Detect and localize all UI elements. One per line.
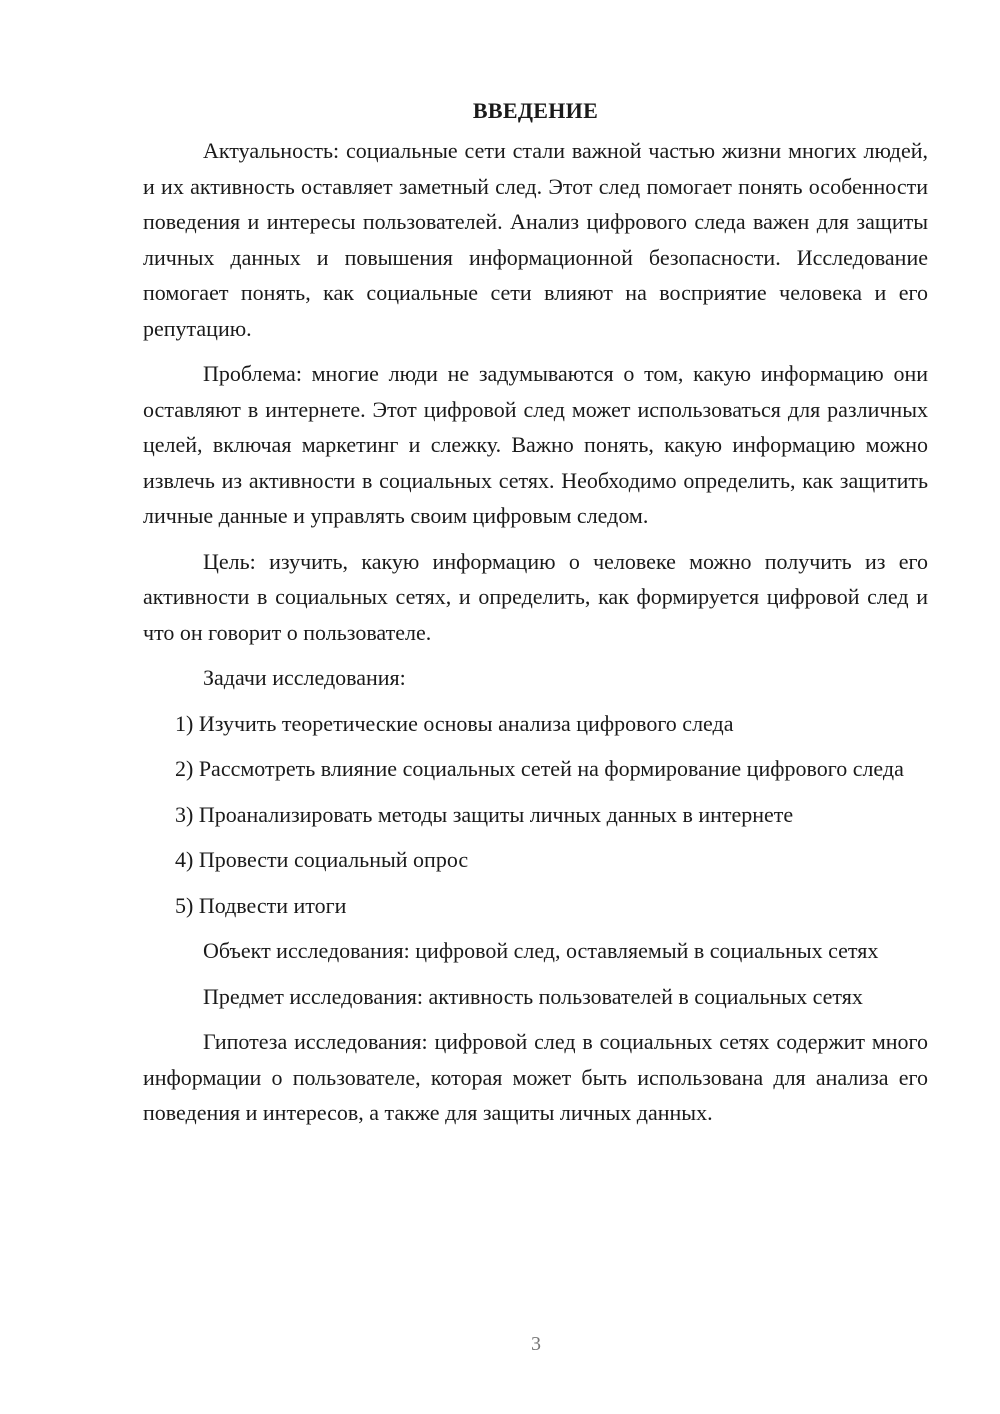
list-item: 2) Рассмотреть влияние социальных сетей на формирование цифрового следа: [175, 756, 904, 781]
page-number: 3: [531, 1333, 541, 1355]
document-page: [143, 95, 928, 1141]
page-title: ВВЕДЕНИЕ: [472, 98, 599, 123]
goal-paragraph: Цель: изучить, какую информацию о человеке можно получить из его активности в социальных сетях, и определить, как формируется цифровой след и что он говорит о пользователе.: [143, 548, 928, 645]
relevance-paragraph: Актуальность: социальные сети стали важной частью жизни многих людей, и их активность оставляет заметный след. Этот след помогает понять особенности поведения и интересы пользователей. Анализ цифрового следа важен для защиты личных данных и повышения информационной безопасности. Исследование помогает понять, как социальные сети влияют на восприятие человека и его репутацию.: [143, 138, 928, 341]
list-item: 1) Изучить теоретические основы анализа цифрового следа: [175, 710, 734, 736]
object-paragraph: Объект исследования: цифровой след, оставляемый в социальных сетях: [203, 938, 879, 963]
list-item: 3) Проанализировать методы защиты личных данных в интернете: [175, 801, 794, 827]
tasks-list: [143, 706, 928, 924]
hypothesis-paragraph: Гипотеза исследования: цифровой след в социальных сетях содержит много информации о пользователе, которая может быть использована для анализа его поведения и интересов, а также для защиты личных данных.: [143, 1029, 928, 1125]
tasks-heading: Задачи исследования:: [203, 665, 406, 690]
list-item: 5) Подвести итоги: [175, 892, 347, 918]
subject-paragraph: Предмет исследования: активность пользователей в социальных сетях: [203, 983, 863, 1009]
list-item: 4) Провести социальный опрос: [175, 847, 469, 872]
problem-paragraph: Проблема: многие люди не задумываются о том, какую информацию они оставляют в интернете. Этот цифровой след может использоваться для различных целей, включая маркетинг и слежку. Важно понять, какую информацию можно извлечь из активности в социальных сетях. Необходимо определить, как защитить личные данные и управлять своим цифровым следом.: [143, 361, 928, 528]
